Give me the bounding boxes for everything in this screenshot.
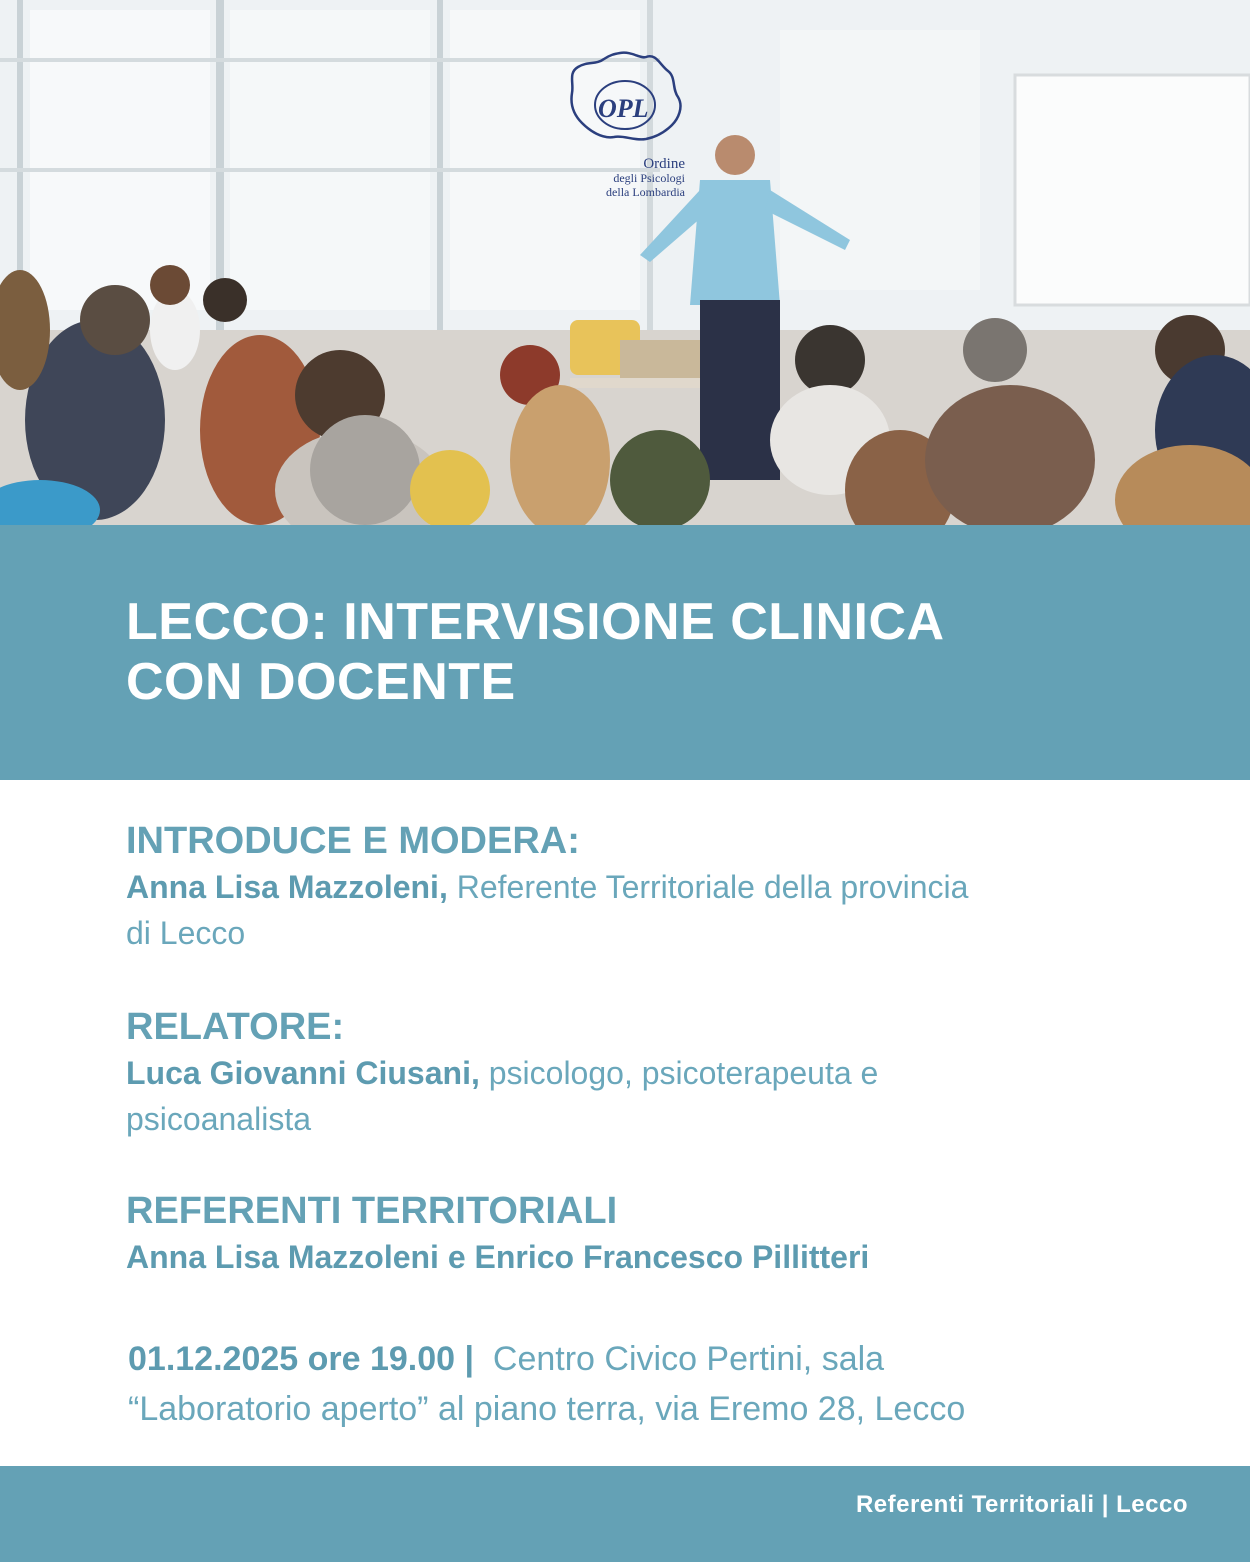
- gear-logo-icon: [560, 45, 690, 155]
- logo-line3: della Lombardia: [606, 185, 685, 199]
- introduce-heading: INTRODUCE E MODERA:: [126, 820, 580, 862]
- introduce-section: [126, 818, 1186, 956]
- page-title: [126, 592, 1126, 712]
- logo-line1: Ordine: [643, 156, 685, 172]
- referenti-names-wrap: [126, 1234, 1186, 1280]
- referenti-heading: REFERENTI TERRITORIALI: [126, 1190, 618, 1232]
- introduce-text: [126, 864, 1186, 956]
- title-line-2: CON DOCENTE: [126, 653, 516, 711]
- event-datetime: 01.12.2025 ore 19.00: [128, 1340, 456, 1378]
- relatore-role-line1: psicologo, psicoterapeuta e: [479, 1055, 879, 1091]
- event-location-line1: Centro Civico Pertini, sala: [483, 1340, 885, 1378]
- opl-logo: [560, 45, 690, 205]
- referenti-section: [126, 1188, 1186, 1280]
- relatore-name: Luca Giovanni Ciusani,: [126, 1055, 480, 1091]
- relatore-heading: RELATORE:: [126, 1006, 345, 1048]
- relatore-section: [126, 1004, 1186, 1142]
- introduce-role-line1: Referente Territoriale della provincia: [447, 869, 969, 905]
- logo-monogram: OPL: [598, 94, 649, 123]
- introduce-name: Anna Lisa Mazzoleni,: [126, 869, 448, 905]
- event-location-line2: “Laboratorio aperto” al piano terra, via Eremo 28, Lecco: [128, 1390, 966, 1428]
- event-separator: |: [455, 1340, 484, 1378]
- referenti-names: Anna Lisa Mazzoleni e Enrico Francesco Pillitteri: [126, 1239, 870, 1275]
- relatore-text: [126, 1050, 1186, 1142]
- logo-line2: degli Psicologi: [613, 171, 685, 185]
- event-details: [128, 1334, 1188, 1434]
- footer-text: Referenti Territoriali | Lecco: [855, 1491, 1188, 1518]
- title-line-1: LECCO: INTERVISIONE CLINICA: [126, 593, 945, 651]
- hero-photo: [0, 0, 1250, 525]
- relatore-role-line2: psicoanalista: [126, 1101, 311, 1137]
- introduce-role-line2: di Lecco: [126, 915, 246, 951]
- logo-wordmark: [560, 157, 685, 199]
